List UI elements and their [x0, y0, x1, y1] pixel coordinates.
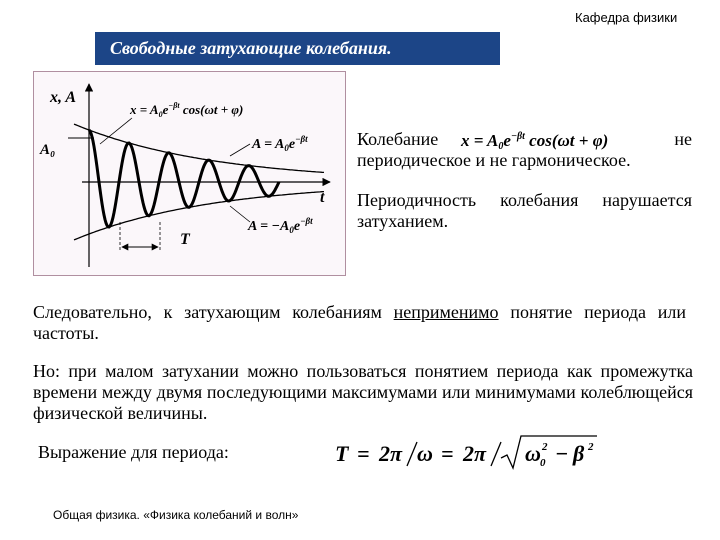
svg-text:0: 0: [540, 457, 546, 469]
svg-text:ω: ω: [525, 441, 541, 466]
period-label: T: [180, 231, 190, 248]
svg-text:−: −: [555, 441, 569, 466]
paragraph-periodicity: Периодичность колебания нарушается затуханием.: [357, 190, 692, 231]
paragraph-conclusion: Следовательно, к затухающим колебаниям неприменимо понятие периода или частоты.: [33, 302, 686, 343]
paragraph-not-periodic: [357, 129, 692, 171]
amplitude-label: A₀: [40, 142, 56, 158]
period-expression-label: Выражение для периода:: [38, 442, 229, 462]
svg-text:T: T: [335, 441, 349, 466]
damped-wave: [89, 130, 279, 227]
y-axis-label: x, A: [50, 89, 77, 106]
p1-ne: не: [674, 129, 692, 149]
p1-after: периодическое и не гармоническое.: [357, 150, 631, 170]
svg-text:=: =: [441, 441, 454, 466]
svg-text:2: 2: [542, 441, 548, 453]
x-axis-label: t: [320, 189, 325, 206]
svg-text:=: =: [357, 441, 370, 466]
leader-upper: [230, 144, 250, 156]
svg-text:2π: 2π: [463, 441, 487, 466]
svg-text:β: β: [573, 441, 585, 466]
svg-text:x = A0e−βt cos(ωt + φ): $x = A0e^{-\beta t}$ cos(ωt + φ): [461, 130, 609, 150]
inline-x-formula: [451, 130, 661, 150]
p1-before: Колебание: [357, 129, 439, 149]
leader-wave: [100, 118, 132, 144]
svg-text:2π: 2π: [379, 441, 403, 466]
oscillation-plot: [34, 72, 345, 275]
paragraph-small-damping: Но: при малом затухании можно пользоваться понятием периода как промежутка времени между двумя последующими максимумами или минимумами колеблющейся физической величины.: [33, 361, 693, 423]
lower-envelope-label: $A = -A_0e^{-\beta t}$: [248, 216, 313, 235]
wave-formula-label: $x = A_0e^{-\beta t}$ cos(ωt + φ): [130, 101, 244, 119]
leader-lower: [230, 206, 250, 222]
underlined-word: неприменимо: [393, 302, 499, 322]
period-formula: [335, 430, 605, 474]
department-label: Кафедра физики: [575, 10, 678, 25]
svg-text:2: 2: [588, 441, 594, 453]
footer-text: Общая физика. «Физика колебаний и волн»: [53, 508, 299, 522]
damped-oscillation-figure: [33, 71, 346, 276]
slide-title: Свободные затухающие колебания.: [110, 38, 392, 58]
svg-text:ω: ω: [417, 441, 433, 466]
upper-envelope-label: $A = A_0e^{-\beta t}$: [252, 134, 308, 153]
